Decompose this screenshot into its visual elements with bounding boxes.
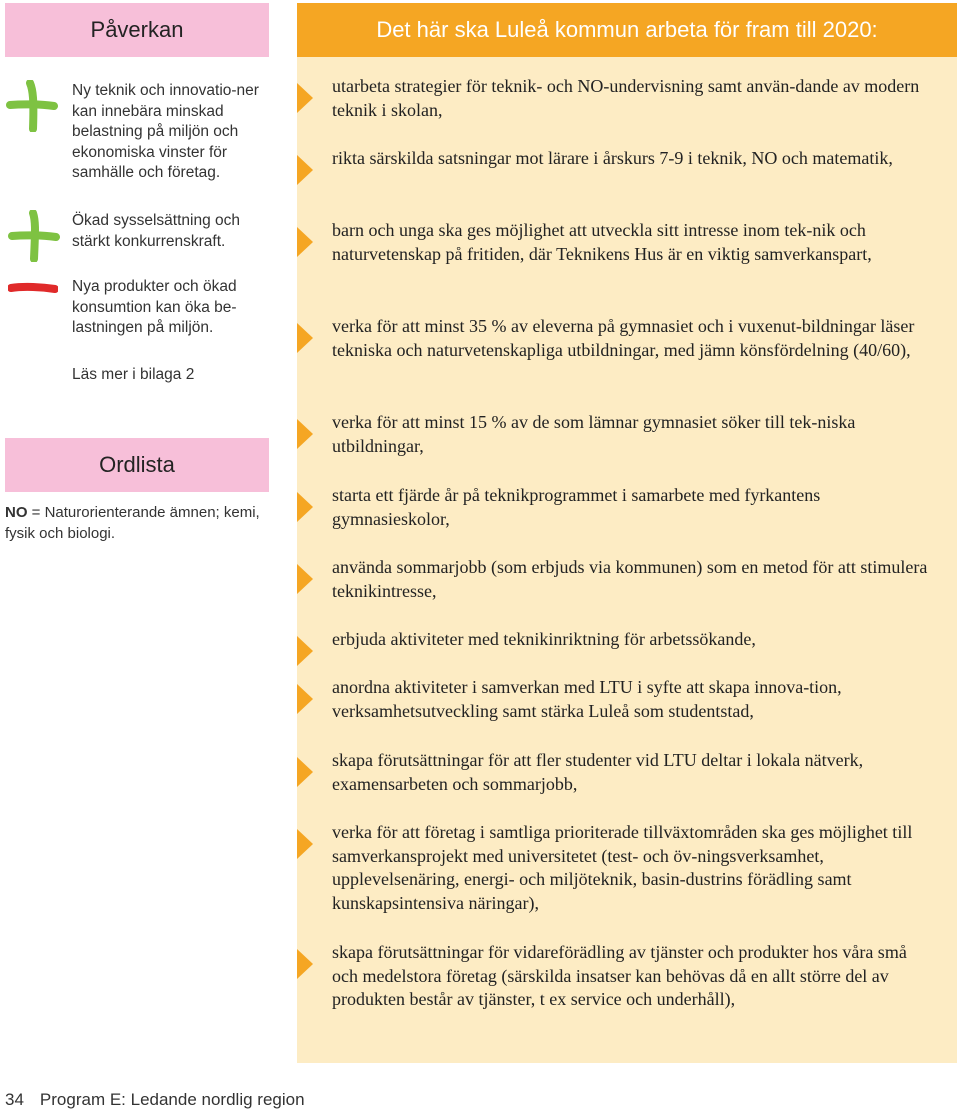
glossary-header <box>5 438 269 492</box>
page-footer <box>5 1090 305 1110</box>
impact-text-1: Ny teknik och innovatio-ner kan innebära minskad belastning på miljön och ekonomiska vinster för samhälle och företag. <box>72 82 259 181</box>
goal-text: verka för att minst 15 % av de som lämnar gymnasiet söker till tek-niska utbildningar, <box>332 412 856 456</box>
plus-icon <box>6 80 58 136</box>
read-more-text: Läs mer i bilaga 2 <box>72 366 195 383</box>
goal-text: barn och unga ska ges möjlighet att utveckla sitt intresse inom tek-nik och naturvetenskap på fritiden, där Teknikens Hus är en viktig samverkanspart, <box>332 220 872 264</box>
arrow-right-icon <box>297 757 313 787</box>
minus-icon <box>8 280 58 299</box>
arrow-right-icon <box>297 829 313 859</box>
glossary-term: NO <box>5 504 28 521</box>
arrow-right-icon <box>297 684 313 714</box>
impact-title: Påverkan <box>90 17 184 42</box>
arrow-right-icon <box>297 83 313 113</box>
goals-title: Det här ska Luleå kommun arbeta för fram till 2020: <box>376 17 878 42</box>
goal-text: verka för att företag i samtliga prioriterade tillväxtområden ska ges möjlighet till samverkansprojekt med universitetet (test- och öv-ningsverksamhet, upplevelsenäring, energi- och miljöteknik, basin-dustrins förädling samt kunskapsintensiva näringar), <box>332 822 913 913</box>
arrow-right-icon <box>297 419 313 449</box>
arrow-right-icon <box>297 323 313 353</box>
glossary-definition: = Naturorienterande ämnen; kemi, fysik och biologi. <box>5 504 260 542</box>
goal-text: anordna aktiviteter i samverkan med LTU i syfte att skapa innova-tion, verksamhetsutveckling samt stärka Luleå som studentstad, <box>332 677 842 721</box>
impact-text-3: Nya produkter och ökad konsumtion kan öka be-lastningen på miljön. <box>72 278 237 336</box>
goal-text: starta ett fjärde år på teknikprogrammet i samarbete med fyrkantens gymnasieskolor, <box>332 485 821 529</box>
arrow-right-icon <box>297 227 313 257</box>
arrow-right-icon <box>297 564 313 594</box>
arrow-right-icon <box>297 949 313 979</box>
goal-text: rikta särskilda satsningar mot lärare i årskurs 7-9 i teknik, NO och matematik, <box>332 148 893 168</box>
goals-panel <box>297 57 957 1063</box>
arrow-right-icon <box>297 155 313 185</box>
glossary-title: Ordlista <box>99 452 175 477</box>
goal-text: erbjuda aktiviteter med teknikinriktning för arbetssökande, <box>332 629 756 649</box>
program-name: Program E: Ledande nordlig region <box>39 1090 305 1109</box>
goal-text: skapa förutsättningar för vidareförädling av tjänster och produkter hos våra små och medelstora företag (särskilda insatser kan behövas då en allt större del av produkten består av tjänster, t ex service och underhåll), <box>332 942 907 1009</box>
impact-text-2: Ökad sysselsättning och stärkt konkurrenskraft. <box>72 212 241 250</box>
arrow-right-icon <box>297 492 313 522</box>
page-number: 34 <box>5 1090 24 1109</box>
goal-text: utarbeta strategier för teknik- och NO-undervisning samt använ-dande av modern teknik i skolan, <box>332 76 920 120</box>
impact-header <box>5 3 269 57</box>
plus-icon <box>8 210 60 266</box>
goals-header <box>297 3 957 57</box>
goal-text: använda sommarjobb (som erbjuds via kommunen) som en metod för att stimulera teknikintresse, <box>332 557 928 601</box>
goal-text: verka för att minst 35 % av eleverna på gymnasiet och i vuxenut-bildningar läser tekniska och naturvetenskapliga utbildningar, med jämn könsfördelning (40/60), <box>332 316 915 360</box>
glossary-entry <box>5 503 275 544</box>
arrow-right-icon <box>297 636 313 666</box>
goal-text: skapa förutsättningar för att fler studenter vid LTU deltar i lokala nätverk, examensarbeten och sommarjobb, <box>332 750 864 794</box>
